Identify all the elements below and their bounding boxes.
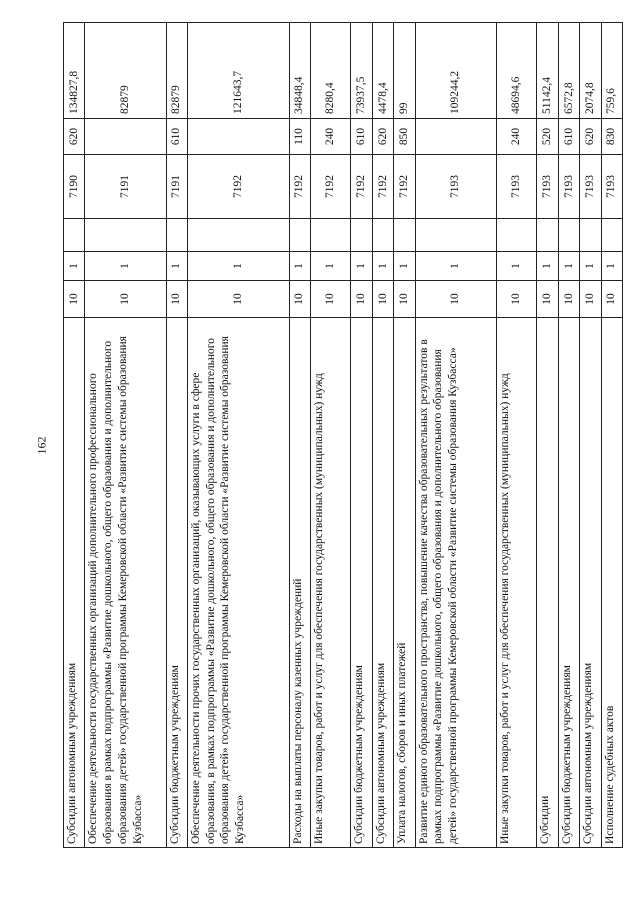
target-code-cell: 7190 (64, 155, 85, 219)
table-row (289, 23, 310, 848)
amount-cell: 2074,8 (580, 23, 601, 119)
empty-cell (558, 219, 579, 252)
expense-type-cell (85, 119, 166, 155)
amount-cell: 34848,4 (289, 23, 310, 119)
section-code-cell: 10 (580, 281, 601, 318)
expense-type-cell: 610 (558, 119, 579, 155)
row-name-cell: Субсидии автономным учреждениям (580, 318, 601, 848)
empty-cell (310, 219, 351, 252)
amount-cell: 134827,8 (64, 23, 85, 119)
amount-cell: 121643,7 (187, 23, 289, 119)
section-code-cell: 10 (537, 281, 558, 318)
table-row (496, 23, 537, 848)
row-name-cell: Обеспечение деятельности прочих государственных организаций, оказывающих услуги в сфере образования, в рамках подпрограммы «Развитие дошкольного, общего образования и дополнительного образования детей» государственной программы Кемеровской области «Развитие системы образования Кузбасса» (187, 318, 289, 848)
table-row (85, 23, 166, 848)
section-code-cell: 10 (64, 281, 85, 318)
row-name-cell: Уплата налогов, сборов и иных платежей (394, 318, 415, 848)
section-code-cell: 10 (351, 281, 372, 318)
table-row (310, 23, 351, 848)
amount-cell: 82879 (85, 23, 166, 119)
page-number: 162 (34, 436, 49, 455)
empty-cell (372, 219, 393, 252)
empty-cell (496, 219, 537, 252)
table-row (187, 23, 289, 848)
row-name-cell: Субсидии автономным учреждениям (372, 318, 393, 848)
budget-table-container (63, 23, 623, 848)
empty-cell (537, 219, 558, 252)
section-code-cell: 10 (310, 281, 351, 318)
target-code-cell: 7191 (166, 155, 187, 219)
row-name-cell: Обеспечение деятельности государственных организаций дополнительного профессионального образования в рамках подпрограммы «Развитие дошкольного, общего образования и дополнительного образования детей» государственной программы Кемеровской области «Развитие системы образования Кузбасса» (85, 318, 166, 848)
amount-cell: 99 (394, 23, 415, 119)
empty-cell (580, 219, 601, 252)
empty-cell (289, 219, 310, 252)
section-code-cell: 10 (187, 281, 289, 318)
section-code-cell: 10 (166, 281, 187, 318)
table-row (394, 23, 415, 848)
subsection-code-cell: 1 (558, 252, 579, 281)
amount-cell: 8280,4 (310, 23, 351, 119)
subsection-code-cell: 1 (85, 252, 166, 281)
section-code-cell: 10 (558, 281, 579, 318)
amount-cell: 759,6 (601, 23, 622, 119)
target-code-cell: 7192 (372, 155, 393, 219)
amount-cell: 48694,6 (496, 23, 537, 119)
empty-cell (85, 219, 166, 252)
subsection-code-cell: 1 (64, 252, 85, 281)
expense-type-cell: 610 (351, 119, 372, 155)
target-code-cell: 7193 (601, 155, 622, 219)
empty-cell (415, 219, 496, 252)
expense-type-cell: 110 (289, 119, 310, 155)
expense-type-cell: 620 (64, 119, 85, 155)
subsection-code-cell: 1 (187, 252, 289, 281)
section-code-cell: 10 (85, 281, 166, 318)
table-row (351, 23, 372, 848)
budget-table (63, 22, 623, 848)
empty-cell (394, 219, 415, 252)
expense-type-cell: 620 (372, 119, 393, 155)
amount-cell: 6572,8 (558, 23, 579, 119)
expense-type-cell: 240 (310, 119, 351, 155)
subsection-code-cell: 1 (310, 252, 351, 281)
target-code-cell: 7192 (351, 155, 372, 219)
subsection-code-cell: 1 (537, 252, 558, 281)
target-code-cell: 7193 (558, 155, 579, 219)
row-name-cell: Субсидии (537, 318, 558, 848)
expense-type-cell: 830 (601, 119, 622, 155)
row-name-cell: Исполнение судебных актов (601, 318, 622, 848)
section-code-cell: 10 (372, 281, 393, 318)
expense-type-cell: 240 (496, 119, 537, 155)
section-code-cell: 10 (415, 281, 496, 318)
target-code-cell: 7192 (289, 155, 310, 219)
section-code-cell: 10 (289, 281, 310, 318)
row-name-cell: Субсидии бюджетным учреждениям (351, 318, 372, 848)
section-code-cell: 10 (601, 281, 622, 318)
expense-type-cell (187, 119, 289, 155)
expense-type-cell (415, 119, 496, 155)
subsection-code-cell: 1 (166, 252, 187, 281)
subsection-code-cell: 1 (580, 252, 601, 281)
section-code-cell: 10 (496, 281, 537, 318)
subsection-code-cell: 1 (289, 252, 310, 281)
subsection-code-cell: 1 (394, 252, 415, 281)
empty-cell (64, 219, 85, 252)
table-row (166, 23, 187, 848)
empty-cell (166, 219, 187, 252)
table-row (537, 23, 558, 848)
row-name-cell: Субсидии автономным учреждениям (64, 318, 85, 848)
row-name-cell: Иные закупки товаров, работ и услуг для обеспечения государственных (муниципальных) нужд (310, 318, 351, 848)
target-code-cell: 7191 (85, 155, 166, 219)
target-code-cell: 7193 (537, 155, 558, 219)
row-name-cell: Субсидии бюджетным учреждениям (558, 318, 579, 848)
row-name-cell: Развитие единого образовательного пространства, повышение качества образовательных результатов в рамках подпрограммы «Развитие дошкольного, общего образования и дополнительного образования детей» государственной программы Кемеровской области «Развитие системы образования Кузбасса» (415, 318, 496, 848)
subsection-code-cell: 1 (601, 252, 622, 281)
table-row (558, 23, 579, 848)
table-row (415, 23, 496, 848)
target-code-cell: 7193 (415, 155, 496, 219)
expense-type-cell: 610 (166, 119, 187, 155)
subsection-code-cell: 1 (496, 252, 537, 281)
expense-type-cell: 620 (580, 119, 601, 155)
amount-cell: 4478,4 (372, 23, 393, 119)
target-code-cell: 7192 (310, 155, 351, 219)
table-body (64, 23, 623, 848)
empty-cell (351, 219, 372, 252)
target-code-cell: 7193 (496, 155, 537, 219)
row-name-cell: Иные закупки товаров, работ и услуг для обеспечения государственных (муниципальных) нужд (496, 318, 537, 848)
subsection-code-cell: 1 (415, 252, 496, 281)
amount-cell: 51142,4 (537, 23, 558, 119)
target-code-cell: 7193 (580, 155, 601, 219)
target-code-cell: 7192 (187, 155, 289, 219)
amount-cell: 73937,5 (351, 23, 372, 119)
subsection-code-cell: 1 (372, 252, 393, 281)
row-name-cell: Субсидии бюджетным учреждениям (166, 318, 187, 848)
table-row (601, 23, 622, 848)
expense-type-cell: 520 (537, 119, 558, 155)
target-code-cell: 7192 (394, 155, 415, 219)
row-name-cell: Расходы на выплаты персоналу казенных учреждений (289, 318, 310, 848)
subsection-code-cell: 1 (351, 252, 372, 281)
empty-cell (601, 219, 622, 252)
amount-cell: 109244,2 (415, 23, 496, 119)
table-row (64, 23, 85, 848)
table-row (372, 23, 393, 848)
amount-cell: 82879 (166, 23, 187, 119)
table-row (580, 23, 601, 848)
expense-type-cell: 850 (394, 119, 415, 155)
section-code-cell: 10 (394, 281, 415, 318)
empty-cell (187, 219, 289, 252)
